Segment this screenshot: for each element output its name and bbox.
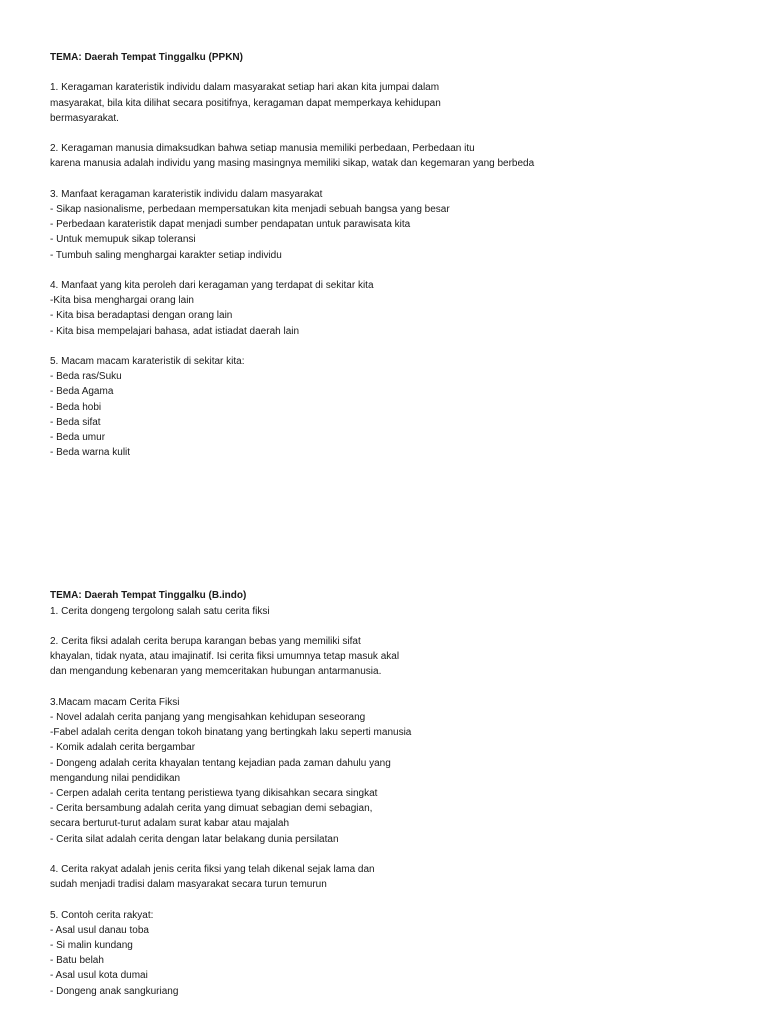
list-heading: 3.Macam macam Cerita Fiksi xyxy=(50,696,180,708)
text-line: khayalan, tidak nyata, atau imajinatif. Isi cerita fiksi umumnya tetap masuk akal xyxy=(50,651,400,663)
section-title: TEMA: Daerah Tempat Tinggalku (PPKN) xyxy=(50,52,243,63)
list-item: - Beda sifat xyxy=(50,416,101,428)
document-page xyxy=(50,50,750,999)
section-bindo xyxy=(50,588,750,998)
text-line: karena manusia adalah individu yang masing masingnya memiliki sikap, watak dan kegemaran yang berbeda xyxy=(50,158,535,170)
paragraph-5 xyxy=(50,354,750,460)
text-line: dan mengandung kebenaran yang memceritakan hubungan antarmanusia. xyxy=(50,666,382,678)
list-item: - Beda hobi xyxy=(50,401,102,413)
paragraph-1 xyxy=(50,80,750,126)
list-item: mengandung nilai pendidikan xyxy=(50,772,181,784)
paragraph-3 xyxy=(50,187,750,263)
list-item: - Komik adalah cerita bergambar xyxy=(50,742,196,754)
list-item: - Kita bisa beradaptasi dengan orang lain xyxy=(50,310,233,322)
list-item: -Fabel adalah cerita dengan tokoh binatang yang bertingkah laku seperti manusia xyxy=(50,727,412,739)
list-item: - Tumbuh saling menghargai karakter setiap individu xyxy=(50,249,282,261)
list-heading: 5. Contoh cerita rakyat: xyxy=(50,909,154,921)
paragraph-5 xyxy=(50,908,750,999)
paragraph-2 xyxy=(50,141,750,171)
list-item: - Asal usul kota dumai xyxy=(50,970,148,982)
list-item: - Kita bisa mempelajari bahasa, adat istiadat daerah lain xyxy=(50,325,300,337)
paragraph-4 xyxy=(50,862,750,892)
list-item: - Dongeng anak sangkuriang xyxy=(50,985,179,997)
text-line: 1. Cerita dongeng tergolong salah satu cerita fiksi xyxy=(50,605,270,617)
list-item: - Cerpen adalah cerita tentang peristiewa tyang dikisahkan secara singkat xyxy=(50,788,378,800)
list-item: - Perbedaan karateristik dapat menjadi sumber pendapatan untuk parawisata kita xyxy=(50,219,411,231)
list-item: - Cerita bersambung adalah cerita yang dimuat sebagian demi sebagian, xyxy=(50,803,373,815)
section-title: TEMA: Daerah Tempat Tinggalku (B.indo) xyxy=(50,590,247,602)
text-line: 4. Cerita rakyat adalah jenis cerita fiksi yang telah dikenal sejak lama dan xyxy=(50,864,375,876)
list-item: - Dongeng adalah cerita khayalan tentang kejadian pada zaman dahulu yang xyxy=(50,757,391,769)
list-item: - Beda warna kulit xyxy=(50,447,131,459)
list-item: - Novel adalah cerita panjang yang mengisahkan kehidupan seseorang xyxy=(50,712,366,723)
list-item: -Kita bisa menghargai orang lain xyxy=(50,295,194,307)
list-item: - Beda ras/Suku xyxy=(50,371,122,383)
list-item: - Si malin kundang xyxy=(50,940,133,952)
list-heading: 3. Manfaat keragaman karateristik individu dalam masyarakat xyxy=(50,188,323,200)
list-item: - Batu belah xyxy=(50,955,104,967)
paragraph-3 xyxy=(50,695,750,847)
list-heading: 4. Manfaat yang kita peroleh dari keragaman yang terdapat di sekitar kita xyxy=(50,279,374,291)
list-item: - Beda umur xyxy=(50,432,106,443)
list-heading: 5. Macam macam karateristik di sekitar kita: xyxy=(50,355,245,367)
text-line: 2. Keragaman manusia dimaksudkan bahwa setiap manusia memiliki perbedaan, Perbedaan itu xyxy=(50,143,475,155)
text-line: bermasyarakat. xyxy=(50,112,119,124)
list-item: secara berturut-turut adalam surat kabar atau majalah xyxy=(50,818,290,830)
list-item: - Asal usul danau toba xyxy=(50,924,149,936)
list-item: - Sikap nasionalisme, perbedaan mempersatukan kita menjadi sebuah bangsa yang besar xyxy=(50,203,450,215)
section-ppkn xyxy=(50,50,750,460)
paragraph-1 xyxy=(50,604,750,619)
text-line: 1. Keragaman karateristik individu dalam masyarakat setiap hari akan kita jumpai dalam xyxy=(50,82,440,94)
list-item: - Beda Agama xyxy=(50,386,114,398)
list-item: - Cerita silat adalah cerita dengan latar belakang dunia persilatan xyxy=(50,833,339,845)
text-line: sudah menjadi tradisi dalam masyarakat secara turun temurun xyxy=(50,879,327,891)
paragraph-2 xyxy=(50,634,750,680)
text-line: 2. Cerita fiksi adalah cerita berupa karangan bebas yang memiliki sifat xyxy=(50,636,361,647)
list-item: - Untuk memupuk sikap toleransi xyxy=(50,234,196,246)
text-line: masyarakat, bila kita dilihat secara positifnya, keragaman dapat memperkaya kehidupan xyxy=(50,97,441,109)
paragraph-4 xyxy=(50,278,750,339)
